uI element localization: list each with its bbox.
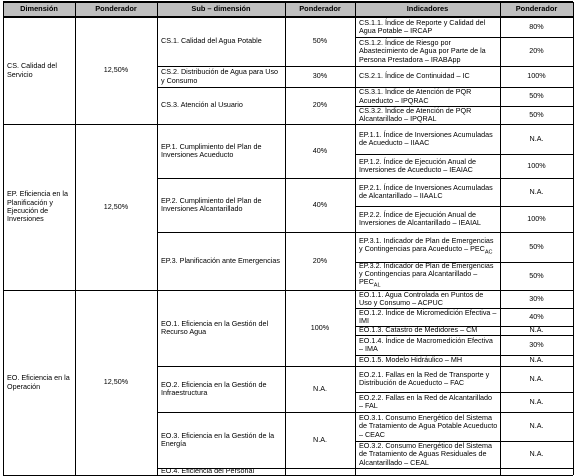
indicator-eo-s1-i2-text: EO.1.2. Índice de Micromedición Efectiva – IMI bbox=[359, 308, 497, 325]
subdimension-weight-eo-s3-text: N.A. bbox=[313, 434, 327, 444]
header-weight2 bbox=[285, 2, 355, 17]
indicator-weight-ep-s3-i2-text: 50% bbox=[529, 270, 544, 280]
subdimension-ep-s3-text: EP.3. Planificación ante Emergencias bbox=[161, 255, 280, 265]
indicator-eo-s3-i1-text: EO.3.1. Consumo Energético del Sistema de Tratamiento de Agua Potable Acueducto – CEAC bbox=[359, 413, 498, 439]
grid-line-v bbox=[500, 2, 501, 475]
indicator-ep-s3-i1-text: EP.3.1. Indicador de Plan de Emergencias y Contingencias para Acueducto – PEC bbox=[359, 235, 494, 254]
dimension-weight-eo bbox=[75, 290, 157, 475]
indicator-ep-s1-i1 bbox=[355, 124, 500, 154]
indicator-ep-s2-i2 bbox=[355, 206, 500, 232]
grid-line-v bbox=[157, 2, 158, 475]
subdimension-weight-ep-s1-text: 40% bbox=[312, 145, 328, 155]
indicator-weight-eo-s3-i2-text: N.A. bbox=[529, 449, 544, 459]
indicator-cs-s3-i1-text: CS.3.1. Índice de Atención de PQR Acueducto – IPQRAC bbox=[359, 87, 472, 105]
grid-line-h bbox=[3, 1, 573, 2]
grid-line-v bbox=[3, 2, 4, 475]
indicator-weight-cs-s3-i2 bbox=[500, 106, 573, 124]
grid-line-h bbox=[355, 441, 573, 442]
subdimension-ep-s2-text: EP.2. Cumplimiento del Plan de Inversiones Alcantarillado bbox=[161, 195, 262, 213]
grid-line-h bbox=[355, 206, 573, 207]
indicator-weight-eo-s1-i4 bbox=[500, 335, 573, 355]
header-weight3-text: Ponderador bbox=[515, 4, 558, 14]
indicator-weight-eo-s3-i1 bbox=[500, 412, 573, 441]
header-indicators-text: Indicadores bbox=[406, 4, 449, 14]
subdimension-cs-s2-text: CS.2. Distribución de Agua para Uso y Consumo bbox=[161, 67, 279, 85]
grid-line-v bbox=[573, 2, 574, 475]
subdimension-weight-ep-s3 bbox=[285, 232, 355, 290]
subdimension-eo-s4-text: EO.4. Eficiencia del Personal bbox=[161, 468, 255, 475]
dimension-ep-text: EP. Eficiencia en la Planificación y Ejecución de Inversiones bbox=[7, 189, 68, 224]
indicator-weight-eo-s1-i1 bbox=[500, 290, 573, 308]
indicator-cs-s3-i1 bbox=[355, 87, 500, 106]
indicator-weight-ep-s1-i2-text: 100% bbox=[527, 160, 546, 170]
indicator-eo-s1-i2 bbox=[355, 308, 500, 326]
indicator-ep-s2-i1 bbox=[355, 178, 500, 206]
subdimension-ep-s1-text: EP.1. Cumplimiento del Plan de Inversiones Acueducto bbox=[161, 141, 262, 159]
indicator-cs-s3-i2 bbox=[355, 106, 500, 124]
indicator-weight-ep-s3-i2 bbox=[500, 262, 573, 290]
indicator-ep-s3-i2 bbox=[355, 262, 500, 290]
grid-line-h bbox=[3, 16, 573, 17]
indicator-weight-eo-s1-i5-text: N.A. bbox=[529, 355, 544, 365]
indicator-weight-ep-s2-i1-text: N.A. bbox=[529, 186, 544, 196]
indicator-eo-s2-i2 bbox=[355, 392, 500, 412]
subdimension-ep-s3 bbox=[157, 232, 285, 290]
subdimension-eo-s2-text: EO.2. Eficiencia en la Gestión de Infraestructura bbox=[161, 379, 267, 397]
indicator-cs-s1-i2 bbox=[355, 37, 500, 66]
grid-line-h bbox=[355, 106, 573, 107]
grid-line-h bbox=[355, 355, 573, 356]
subdimension-weight-cs-s2-text: 30% bbox=[312, 71, 328, 81]
subdimension-weight-cs-s3 bbox=[285, 87, 355, 124]
indicator-weight-eo-s3-i1-text: N.A. bbox=[529, 421, 544, 431]
indicator-eo-s1-i3-text: EO.1.3. Catastro de Medidores – CM bbox=[359, 326, 478, 335]
subdimension-cs-s3 bbox=[157, 87, 285, 124]
header-weight1 bbox=[75, 2, 157, 17]
grid-line-h bbox=[355, 178, 573, 179]
subdimension-ep-s2 bbox=[157, 178, 285, 232]
indicator-ep-s3-i2-text: EP.3.2. Indicador de Plan de Emergencias y Contingencias para Alcantarillado – PEC bbox=[359, 262, 494, 287]
subdimension-eo-s1-text: EO.1. Eficiencia en la Gestión del Recurso Agua bbox=[161, 318, 269, 336]
subdimension-weight-eo-s2-text: N.A. bbox=[313, 383, 327, 393]
dimension-eo bbox=[3, 290, 75, 475]
indicator-eo-s1-i1-text: EO.1.1. Agua Controlada en Puntos de Uso y Consumo – ACPUC bbox=[359, 290, 484, 307]
header-weight1-text: Ponderador bbox=[95, 4, 137, 14]
indicator-weight-ep-s2-i1 bbox=[500, 178, 573, 206]
header-weight2-text: Ponderador bbox=[299, 4, 341, 14]
subdimension-weight-eo-s2 bbox=[285, 366, 355, 412]
subdimension-ep-s1 bbox=[157, 124, 285, 178]
indicator-ep-s2-i1-text: EP.2.1. Índice de Inversiones Acumuladas de Alcantarillado – IIAALC bbox=[359, 182, 493, 200]
indicator-eo-s1-i5-text: EO.1.5. Modelo Hidráulico – MH bbox=[359, 355, 463, 365]
indicator-weight-eo-s1-i3-text: N.A. bbox=[529, 326, 544, 335]
indicator-eo-s1-i1 bbox=[355, 290, 500, 308]
indicator-weight-ep-s3-i1-text: 50% bbox=[529, 241, 544, 251]
indicator-ep-s3-i1-subscript: AC bbox=[484, 249, 493, 256]
grid-line-h bbox=[355, 262, 573, 263]
indicator-ep-s1-i2 bbox=[355, 154, 500, 178]
indicator-eo-s2-i1 bbox=[355, 366, 500, 392]
dimension-weight-ep-text: 12,50% bbox=[103, 201, 129, 211]
header-weight3 bbox=[500, 2, 573, 17]
grid-line-h bbox=[355, 290, 573, 291]
header-indicators bbox=[355, 2, 500, 17]
indicator-weight-ep-s1-i1-text: N.A. bbox=[529, 133, 544, 143]
indicator-ep-s1-i2-text: EP.1.2. Índice de Ejecución Anual de Inversiones de Acueducto – IEAIAC bbox=[359, 156, 476, 174]
subdimension-weight-ep-s1 bbox=[285, 124, 355, 178]
header-subdimension-text: Sub – dimensión bbox=[191, 4, 251, 14]
indicator-weight-eo-s3-i2 bbox=[500, 441, 573, 468]
indicator-weight-eo-s2-i2 bbox=[500, 392, 573, 412]
subdimension-cs-s1 bbox=[157, 17, 285, 66]
dimension-weight-cs bbox=[75, 17, 157, 124]
subdimension-weight-cs-s1 bbox=[285, 17, 355, 66]
indicator-cs-s1-i2-text: CS.1.2. Índice de Riesgo por Abastecimiento de Agua por Parte de la Persona Prestadora – IRABApp bbox=[359, 38, 486, 64]
indicator-weight-cs-s3-i1-text: 50% bbox=[529, 91, 544, 101]
grid-line-h bbox=[355, 308, 573, 309]
subdimension-weight-eo-s3 bbox=[285, 412, 355, 468]
subdimension-weight-cs-s2 bbox=[285, 66, 355, 87]
indicator-weight-ep-s3-i1 bbox=[500, 232, 573, 262]
indicator-weight-cs-s2-i1 bbox=[500, 66, 573, 87]
indicator-weight-eo-s1-i5 bbox=[500, 355, 573, 366]
indicator-cs-s1-i1 bbox=[355, 17, 500, 37]
subdimension-weight-ep-s2-text: 40% bbox=[312, 199, 328, 209]
indicator-weight-eo-s1-i1-text: 30% bbox=[529, 293, 544, 303]
indicator-ep-s3-i2-subscript: AL bbox=[373, 282, 381, 289]
header-subdimension bbox=[157, 2, 285, 17]
grid-line-h bbox=[355, 412, 573, 413]
indicator-weight-cs-s1-i1 bbox=[500, 17, 573, 37]
indicator-weight-cs-s1-i2-text: 20% bbox=[529, 46, 544, 56]
indicator-eo-s3-i2 bbox=[355, 441, 500, 468]
indicator-weight-ep-s2-i2 bbox=[500, 206, 573, 232]
grid-line-h bbox=[355, 37, 573, 38]
subdimension-weight-ep-s2 bbox=[285, 178, 355, 232]
grid-line-h bbox=[355, 124, 573, 125]
indicator-ep-s1-i1-text: EP.1.1. Índice de Inversiones Acumuladas de Acueducto – IIAAC bbox=[359, 129, 493, 147]
header-dimension bbox=[3, 2, 75, 17]
indicator-weight-eo-s1-i2-text: 40% bbox=[529, 311, 544, 321]
indicator-ep-s2-i2-text: EP.2.2. Índice de Ejecución Anual de Inversiones de Alcantarillado – IEAIAL bbox=[359, 209, 481, 227]
indicator-weight-ep-s1-i2 bbox=[500, 154, 573, 178]
subdimension-cs-s3-text: CS.3. Atención al Usuario bbox=[161, 100, 243, 110]
grid-line-h bbox=[355, 366, 573, 367]
indicator-eo-s1-i4 bbox=[355, 335, 500, 355]
indicator-weight-cs-s3-i2-text: 50% bbox=[529, 109, 544, 119]
indicator-ep-s3-i2-wrap bbox=[359, 262, 498, 290]
indicator-weight-cs-s3-i1 bbox=[500, 87, 573, 106]
indicator-ep-s3-i1 bbox=[355, 232, 500, 262]
indicator-cs-s2-i1 bbox=[355, 66, 500, 87]
subdimension-eo-s1 bbox=[157, 290, 285, 366]
indicator-weight-ep-s2-i2-text: 100% bbox=[527, 213, 546, 223]
subdimension-weight-cs-s3-text: 20% bbox=[312, 100, 328, 110]
indicator-weight-eo-s1-i2 bbox=[500, 308, 573, 326]
indicator-weight-cs-s1-i1-text: 80% bbox=[529, 21, 544, 31]
grid-line-h bbox=[355, 87, 573, 88]
dimension-cs bbox=[3, 17, 75, 124]
subdimension-eo-s3 bbox=[157, 412, 285, 468]
subdimension-weight-cs-s1-text: 50% bbox=[312, 36, 328, 46]
grid-line-h bbox=[355, 154, 573, 155]
indicator-weight-eo-s2-i1 bbox=[500, 366, 573, 392]
grid-line-h bbox=[355, 326, 573, 327]
subdimension-cs-s1-text: CS.1. Calidad del Agua Potable bbox=[161, 36, 262, 46]
dimension-ep bbox=[3, 124, 75, 290]
indicator-weight-eo-s1-i4-text: 30% bbox=[529, 339, 544, 349]
indicator-weight-cs-s1-i2 bbox=[500, 37, 573, 66]
grid-line-v bbox=[285, 2, 286, 475]
indicator-ep-s3-i1-wrap bbox=[359, 237, 498, 257]
indicator-cs-s3-i2-text: CS.3.2. Índice de Atención de PQR Alcantarillado – IPQRAL bbox=[359, 106, 472, 123]
dimension-eo-text: EO. Eficiencia en la Operación bbox=[7, 373, 70, 391]
indicator-weight-eo-s2-i1-text: N.A. bbox=[529, 373, 544, 383]
indicator-eo-s3-i2-text: EO.3.2. Consumo Energético del Sistema de Tratamiento de Aguas Residuales de Alcantarillado – CEAL bbox=[359, 441, 493, 467]
grid-line-h bbox=[355, 232, 573, 233]
dimension-weight-eo-text: 12,50% bbox=[103, 377, 129, 387]
subdimension-eo-s3-text: EO.3. Eficiencia en la Gestión de la Energía bbox=[161, 430, 275, 448]
subdimension-weight-eo-s1 bbox=[285, 290, 355, 366]
grid-line-v bbox=[75, 2, 76, 475]
indicator-cs-s1-i1-text: CS.1.1. Índice de Reporte y Calidad del Agua Potable – IRCAP bbox=[359, 17, 486, 35]
indicator-weight-eo-s2-i2-text: N.A. bbox=[529, 396, 544, 406]
dimension-weight-ep bbox=[75, 124, 157, 290]
subdimension-eo-s2 bbox=[157, 366, 285, 412]
dimension-cs-text: CS. Calidad del Servicio bbox=[7, 61, 57, 79]
indicator-cs-s2-i1-text: CS.2.1. Índice de Continuidad – IC bbox=[359, 71, 470, 81]
indicator-eo-s2-i2-text: EO.2.2. Fallas en la Red de Alcantarillado – FAL bbox=[359, 392, 493, 410]
subdimension-weight-ep-s3-text: 20% bbox=[312, 255, 328, 265]
grid-line-v bbox=[355, 2, 356, 475]
header-dimension-text: Dimensión bbox=[20, 4, 58, 14]
indicator-eo-s1-i4-text: EO.1.4. Índice de Macromedición Efectiva – IMA bbox=[359, 335, 493, 353]
grid-line-h bbox=[355, 468, 573, 469]
grid-line-h bbox=[355, 335, 573, 336]
indicator-weight-ep-s1-i1 bbox=[500, 124, 573, 154]
subdimension-weight-eo-s1-text: 100% bbox=[310, 322, 330, 332]
indicator-eo-s3-i1 bbox=[355, 412, 500, 441]
indicator-eo-s2-i1-text: EO.2.1. Fallas en la Red de Transporte y Distribución de Acueducto – FAC bbox=[359, 369, 490, 387]
grid-line-h bbox=[355, 392, 573, 393]
subdimension-cs-s2 bbox=[157, 66, 285, 87]
indicator-eo-s1-i5 bbox=[355, 355, 500, 366]
dimension-weight-cs-text: 12,50% bbox=[103, 65, 129, 75]
grid-line-h bbox=[355, 66, 573, 67]
indicator-weight-cs-s2-i1-text: 100% bbox=[527, 71, 546, 81]
